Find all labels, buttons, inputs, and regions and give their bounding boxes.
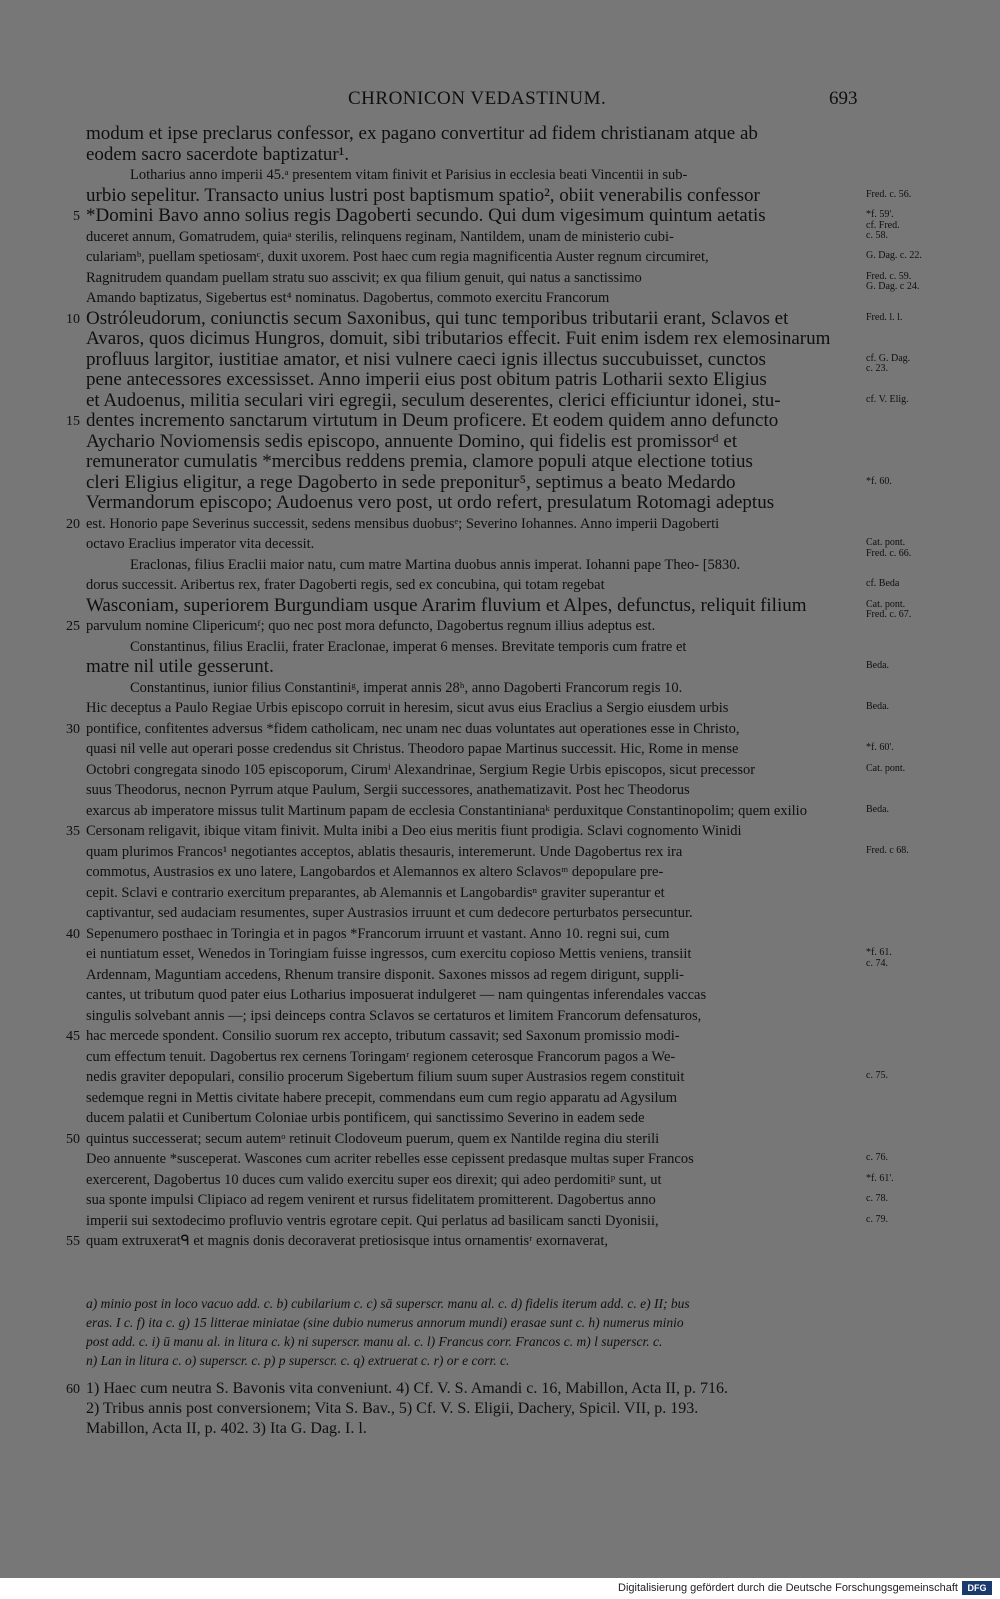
text-line: Constantinus, filius Eraclii, frater Eraclonae, imperat 6 menses. Brevitate temporis cum fratre et [130, 639, 687, 654]
text-line: culariamᵇ, puellam spetiosamᶜ, duxit uxorem. Post haec cum regia magnificentia Auster regnum circumiret, [86, 250, 709, 265]
line-number: 25 [66, 619, 80, 634]
text-line: Deo annuente *susceperat. Wascones cum acriter rebelles esse cepissent predasque multas super Francos [86, 1152, 694, 1167]
margin-note: *f. 61'. [866, 1172, 894, 1184]
text-line: dentes incremento sanctarum virtutum in Deum proficere. Et eodem quidem anno defuncto [86, 411, 779, 430]
text-line: Vermandorum episcopo; Audoenus vero post, ut ordo refert, presulatum Rotomagi adeptus [86, 493, 775, 512]
margin-note: c. 79. [866, 1213, 888, 1225]
text-line: quam plurimos Francos¹ negotiantes acceptos, ablatis thesauris, interemerunt. Unde Dagobertus rex ira [86, 844, 683, 859]
text-line: Ostróleudorum, coniunctis secum Saxonibus, qui tunc temporibus tributarii erant, Sclavos et [86, 308, 789, 328]
text-line: pene antecessores excessisset. Anno imperii eius post obitum patris Lotharii sexto Eligius [86, 370, 767, 389]
footer-credit: Digitalisierung gefördert durch die Deutsche Forschungsgemeinschaft [618, 1582, 958, 1594]
margin-note: Beda. [866, 803, 890, 815]
margin-note: Fred. c. 56. [866, 188, 912, 200]
margin-note: cf. V. Elig. [866, 393, 909, 405]
text-line: exercerent, Dagobertus 10 duces cum valido exercitu super eos direxit; qui adeo perdomitiᵖ sunt, ut [86, 1172, 662, 1187]
line-number: 10 [66, 311, 80, 327]
margin-note: Fred. c 68. [866, 844, 909, 856]
text-line: quintus successerat; secum autemᵒ retinuit Clodoveum puerum, quem ex Nantilde regina diu sterili [86, 1131, 660, 1146]
text-line: cepit. Sclavi e contrario exercitum preparantes, ab Alemannis et Langobardisⁿ graviter superantur et [86, 885, 665, 900]
margin-note: c. 78. [866, 1193, 888, 1204]
dfg-logo: DFG [962, 1581, 992, 1595]
text-line: Eraclonas, filius Eraclii maior natu, cum matre Martina duobus annis imperat. Iohanni pape Theo- [5830. [130, 557, 741, 572]
margin-note: c. 75. [866, 1070, 888, 1081]
margin-note: Cat. pont. Fred. c. 67. [866, 598, 912, 620]
margin-note: Beda. [866, 701, 890, 712]
text-line: parvulum nomine Clipericumᶠ; quo nec post mora defuncto, Dagobertus regnum illius adeptus est. [86, 619, 656, 634]
apparatus-line: eras. I c. f) ita c. g) 15 litterae miniatae (sine dubio numerus annorum mundi) erasae sunt c. h) numerus minio [86, 1316, 684, 1330]
text-line: cum effectum tenuit. Dagobertus rex cernens Toringamʳ regionem ceterosque Francorum pagos a We- [86, 1049, 676, 1064]
line-number: 20 [66, 516, 80, 532]
line-number: 5 [73, 209, 80, 224]
text-line: et Audoenus, militia seculari viri egregii, seculum deserentes, clerici efficiuntur idonei, stu- [86, 390, 781, 410]
text-line: exarcus ab imperatore missus tulit Martinum papam de ecclesia Constantinianaᵏ perduxitque Constantinopolim; quem exilio [86, 803, 807, 818]
text-line: Ardennam, Maguntiam accedens, Rhenum transire disponit. Saxones missos ad regem dirigunt, suppli- [86, 967, 685, 982]
text-line: suus Theodorus, necnon Pyrrum atque Paulum, Sergii successores, anathematizavit. Post hec Theodorus [86, 783, 690, 798]
text-line: Wasconiam, superiorem Burgundiam usque Ararim fluvium et Alpes, defunctus, reliquit filium [86, 595, 807, 615]
line-number: 55 [66, 1234, 80, 1249]
text-line: quasi nil velle aut operari posse credendus sit Christus. Theodoro papae Martinus successit. Hic, Rome in mense [86, 742, 739, 757]
text-line: duceret annum, Gomatrudem, quiaᵃ sterilis, relinquens reginam, Nantildem, unam de ministerio cubi- [86, 229, 674, 244]
note-line: 1) Haec cum neutra S. Bavonis vita conveniunt. 4) Cf. V. S. Amandi c. 16, Mabillon, Acta II, p. 716. [86, 1381, 728, 1397]
margin-note: Cat. pont. [866, 762, 906, 774]
text-line: Sepenumero posthaec in Toringia et in pagos *Francorum irruunt et vastant. Anno 10. regni sui, cum [86, 926, 670, 941]
margin-note: Fred. c. 59. G. Dag. c 24. [866, 270, 920, 292]
text-line: remunerator cumulatis *mercibus reddens premia, clamore populi atque electione totius [86, 452, 753, 471]
line-number: 60 [66, 1382, 80, 1397]
margin-note: cf. G. Dag. c. 23. [866, 352, 911, 374]
text-line: nedis graviter depopulari, consilio procerum Sigebertum filium suum super Austrasios regem constituit [86, 1070, 685, 1085]
text-line: cleri Eligius eligitur, a rege Dagoberto in sede preponitur⁵, septimus a beato Medardo [86, 472, 736, 492]
margin-note: *f. 60. [866, 475, 892, 487]
text-line: singulis solvebant annis —; ipsi deinceps contra Sclavos se certaturos et limitem Francorum defensaturos, [86, 1008, 702, 1023]
line-number: 50 [66, 1131, 80, 1147]
text-line: Amando baptizatus, Sigebertus est⁴ nominatus. Dagobertus, commoto exercitu Francorum [86, 291, 610, 306]
text-line: profluus largitor, iustitiae amator, et nisi vulnere caeci ignis illectus succubuisset, cunctos [86, 349, 766, 369]
margin-note: *f. 60'. [866, 742, 894, 753]
line-number: 45 [66, 1029, 80, 1044]
text-line: commotus, Austrasios ex uno latere, Langobardos et Alemannos ex altero Sclavosᵐ depopulare pre- [86, 865, 664, 880]
note-line: Mabillon, Acta II, p. 402. 3) Ita G. Dag. I. l. [86, 1421, 367, 1437]
text-line: sua sponte impulsi Clipiaco ad regem venirent et rursus fidelitatem promitterent. Dagobertus anno [86, 1193, 656, 1208]
margin-note: Cat. pont. Fred. c. 66. [866, 537, 912, 559]
margin-note: Beda. [866, 660, 890, 671]
text-line: sedemque regni in Mettis civitate habere precepit, commendans eum cum regio apparatu ad Agysilum [86, 1090, 678, 1105]
text-line: Ragnitrudem quandam puellam stratu suo asscivit; ex qua filium genuit, qui natus a sanctissimo [86, 270, 642, 285]
margin-note: cf. Beda [866, 578, 900, 589]
line-number: 35 [66, 824, 80, 839]
line-number: 15 [66, 414, 80, 429]
text-line: pontifice, confitentes adversus *fidem catholicam, nec unam nec duas voluntates aut operationes esse in Christo, [86, 721, 740, 736]
margin-note: G. Dag. c. 22. [866, 250, 922, 261]
text-line: urbio sepelitur. Transacto unius lustri post baptismum spatio², obiit venerabilis confessor [86, 185, 760, 205]
margin-note: Fred. l. l. [866, 311, 903, 323]
text-line: dorus successit. Aribertus rex, frater Dagoberti regis, sed ex concubina, qui totam regebat [86, 578, 605, 593]
text-line: hac mercede spondent. Consilio suorum rex accepto, tributum cassavit; sed Saxonum promissio modi- [86, 1029, 680, 1044]
text-line: modum et ipse preclarus confessor, ex pagano convertitur ad fidem christianam atque ab [86, 124, 758, 143]
margin-note: c. 76. [866, 1152, 888, 1163]
running-title: CHRONICON VEDASTINUM. [348, 88, 607, 109]
text-line: Avaros, quos dicimus Hungros, domuit, sibi tributarios effecit. Fuit enim isdem rex elemosinarum [86, 329, 831, 348]
text-line: *Domini Bavo anno solius regis Dagoberti secundo. Qui dum vigesimum quintum aetatis [86, 206, 766, 225]
note-line: 2) Tribus annis post conversionem; Vita S. Bav., 5) Cf. V. S. Eligii, Dachery, Spicil. VII, p. 193. [86, 1401, 699, 1417]
apparatus-line: post add. c. i) ū manu al. in litura c. k) ni superscr. manu al. c. l) Francus corr. Francos c. m) l superscr. c. [86, 1335, 663, 1349]
text-line: imperii sui sextodecimo profluvio ventris egrotare cepit. Qui perlatus ad basilicam sancti Dyonisii, [86, 1213, 659, 1228]
text-line: captivantur, sed audaciam resumentes, super Austrasios irruunt et cum dedecore perturbatos persecuntur. [86, 906, 693, 921]
text-line: Cersonam religavit, ibique vitam finivit. Multa inibi a Deo eius meritis fiunt prodigia. Sclavi cognomento Winidi [86, 824, 742, 839]
text-line: quam extruxeratᑫ et magnis donis decoraverat pretiosisque intus ornamentisʳ exornaverat, [86, 1234, 609, 1249]
apparatus-line: a) minio post in loco vacuo add. c. b) cubilarium c. c) sā superscr. manu al. c. d) fidelis iterum add. c. e) II; bus [86, 1297, 690, 1311]
margin-note: *f. 59'. cf. Fred. c. 58. [866, 209, 900, 241]
text-line: Octobri congregata sinodo 105 episcoporum, Cirumⁱ Alexandrinae, Sergium Regie Urbis episcopos, sicut precessor [86, 762, 756, 777]
text-line: eodem sacro sacerdote baptizatur¹. [86, 144, 350, 164]
apparatus-line: n) Lan in litura c. o) superscr. c. p) p superscr. c. q) extruerat c. r) or e corr. c. [86, 1354, 510, 1368]
text-line: Lotharius anno imperii 45.ᵃ presentem vitam finivit et Parisius in ecclesia beati Vincentii in sub- [130, 168, 688, 183]
text-line: Constantinus, iunior filius Constantiniᵍ, imperat annis 28ʰ, anno Dagoberti Francorum regis 10. [130, 680, 683, 695]
text-line: Hic deceptus a Paulo Regiae Urbis episcopo corruit in heresim, sicut avus eius Eraclius a Sergio eiusdem urbis [86, 701, 729, 716]
text-line: ducem palatii et Cunibertum Coloniae urbis pontificem, qui sanctissimo Severino in eadem sede [86, 1111, 645, 1126]
text-line: Aychario Noviomensis sedis episcopo, annuente Domino, qui fidelis est promissorᵈ et [86, 431, 738, 451]
text-line: octavo Eraclius imperator vita decessit. [86, 537, 315, 552]
text-line: cantes, ut tributum quod pater eius Lotharius imposuerat indulgeret — nam quingentas inferendales vaccas [86, 988, 707, 1003]
line-number: 30 [66, 721, 80, 737]
line-number: 40 [66, 926, 80, 942]
margin-note: *f. 61. c. 74. [866, 947, 892, 969]
text-line: matre nil utile gesserunt. [86, 657, 274, 676]
text-line: est. Honorio pape Severinus successit, sedens mensibus duobusᵉ; Severino Iohannes. Anno imperii Dagoberti [86, 516, 720, 531]
page-number: 693 [829, 88, 858, 109]
text-line: ei nuntiatum esset, Wenedos in Toringiam fuisse ingressos, cum exercitu copioso Mettis veniens, transiit [86, 947, 692, 962]
